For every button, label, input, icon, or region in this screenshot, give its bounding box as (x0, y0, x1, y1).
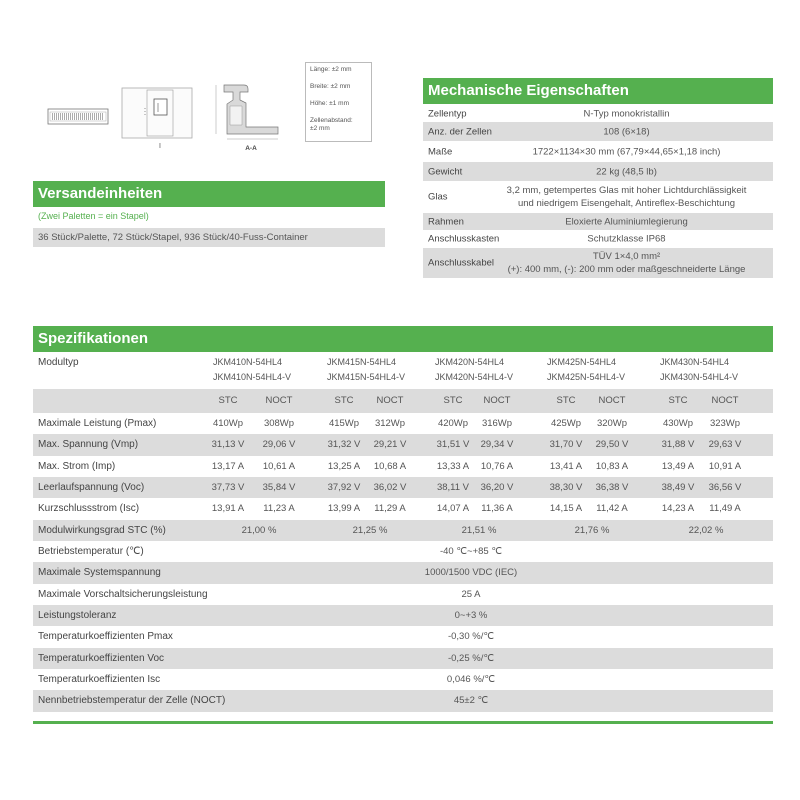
noct-header: NOCT (265, 395, 293, 406)
mech-row-label: Anschlusskabel (428, 257, 495, 269)
technical-drawings (0, 0, 300, 160)
tolerance-item (310, 100, 367, 108)
mech-row-label: Glas (428, 191, 448, 203)
tolerance-value: ±1 mm (329, 100, 349, 107)
mech-row-label: Rahmen (428, 216, 464, 227)
mech-row (423, 230, 773, 248)
detail-label: I (159, 143, 161, 150)
stc-value: 37,73 V (211, 482, 245, 494)
stc-value: 430Wp (662, 418, 694, 429)
mech-value-text-line2: (+): 400 mm, (-): 200 mm oder maßgeschneiderte Länge (507, 264, 746, 275)
stc-value: 13,91 A (211, 503, 245, 515)
stc-header: STC (668, 395, 688, 406)
model-name: JKM425N-54HL4 (547, 357, 617, 367)
model-column-header (435, 355, 513, 385)
tolerance-label: Länge: (310, 66, 330, 73)
mech-row (423, 162, 773, 181)
tolerance-item (310, 117, 367, 133)
stc-value: 13,25 A (327, 460, 361, 472)
mech-value-text: Eloxierte Aluminiumlegierung (565, 216, 688, 227)
spec-row-label: Max. Strom (Imp) (38, 460, 116, 472)
noct-value: 10,68 A (373, 460, 407, 472)
mech-value-text: TÜV 1×4,0 mm² (592, 251, 661, 262)
spec-row-efficiency (33, 520, 773, 541)
model-column-header (547, 355, 625, 385)
mech-row-value (480, 233, 773, 246)
stc-value: 13,33 A (436, 460, 470, 472)
spec-row-system-voltage (33, 562, 773, 583)
stc-value: 14,23 A (661, 503, 695, 515)
model-name: JKM415N-54HL4 (327, 357, 397, 367)
mech-value-text: N-Typ monokristallin (583, 108, 670, 120)
noct-header: NOCT (483, 395, 511, 406)
stc-header: STC (443, 395, 463, 406)
spec-row-label: Maximale Leistung (Pmax) (38, 418, 157, 429)
stc-value: 38,49 V (661, 482, 695, 494)
mech-value-text: 108 (6×18) (603, 126, 650, 137)
stc-value: 31,32 V (327, 439, 361, 451)
mech-row-value (480, 125, 773, 138)
mech-row-value (480, 145, 773, 158)
mech-value-text: 22 kg (48,5 lb) (596, 166, 657, 177)
model-column-header (327, 355, 405, 385)
stc-header: STC (556, 395, 576, 406)
model-name-v: JKM425N-54HL4-V (547, 372, 626, 382)
common-value: 25 A (461, 588, 481, 600)
mech-row (423, 248, 773, 278)
shipping-section-title: Versandeinheiten (33, 181, 385, 207)
noct-value: 29,50 V (595, 439, 629, 451)
spec-row-isc (33, 498, 773, 519)
noct-value: 36,38 V (595, 482, 629, 494)
spec-row-label: Temperaturkoeffizienten Voc (38, 652, 165, 664)
noct-value: 29,21 V (373, 439, 407, 451)
spec-row-fuse-rating (33, 584, 773, 605)
shipping-note: (Zwei Paletten = ein Stapel) (38, 211, 149, 221)
mech-row-value (480, 215, 773, 228)
efficiency-value: 21,00 % (241, 524, 277, 536)
spec-row-tc-isc (33, 669, 773, 690)
spec-row-label: Nennbetriebstemperatur der Zelle (NOCT) (38, 695, 226, 707)
spec-row-label: Max. Spannung (Vmp) (38, 439, 139, 451)
stc-value: 420Wp (437, 418, 469, 429)
efficiency-value: 22,02 % (688, 524, 724, 536)
mech-row-value (480, 250, 773, 276)
stc-value: 13,17 A (211, 460, 245, 472)
noct-value: 308Wp (263, 418, 295, 429)
tolerance-item (310, 66, 367, 74)
spec-row-tc-pmax (33, 626, 773, 647)
stc-header: STC (334, 395, 354, 406)
specs-section-title: Spezifikationen (33, 326, 773, 352)
model-name: JKM420N-54HL4 (435, 357, 505, 367)
mech-row-value (480, 184, 773, 210)
spec-row-label: Temperaturkoeffizienten Pmax (38, 631, 173, 643)
efficiency-value: 21,51 % (461, 524, 497, 536)
spec-row-voc (33, 477, 773, 498)
mech-row (423, 213, 773, 230)
stc-value: 415Wp (328, 418, 360, 429)
spec-row-label: Betriebstemperatur (℃) (38, 546, 144, 558)
tolerance-value: ±2 mm (310, 125, 330, 132)
stc-value: 38,11 V (436, 482, 470, 494)
mech-row (423, 106, 773, 122)
stc-value: 425Wp (550, 418, 582, 429)
shipping-value: 36 Stück/Palette, 72 Stück/Stapel, 936 Stück/40-Fuss-Container (33, 228, 385, 247)
tolerance-label: Zellenabstand: (310, 117, 353, 124)
noct-value: 29,06 V (262, 439, 296, 451)
stc-value: 13,99 A (327, 503, 361, 515)
bottom-divider (33, 721, 773, 724)
mech-row (423, 181, 773, 213)
stc-value: 14,07 A (436, 503, 470, 515)
noct-value: 10,83 A (595, 460, 629, 472)
common-value: 1000/1500 VDC (IEC) (424, 567, 518, 579)
module-rear-view-drawing (122, 88, 192, 150)
mech-row-value (480, 108, 773, 121)
spec-row-label: Kurzschlussstrom (Isc) (38, 503, 140, 515)
spec-row-tc-voc (33, 648, 773, 669)
spec-row-label: Leerlaufspannung (Voc) (38, 482, 145, 494)
mech-value-text: 1722×1134×30 mm (67,79×44,65×1,18 inch) (532, 146, 721, 157)
common-value: 45±2 ℃ (453, 695, 489, 707)
tolerance-value: ±2 mm (331, 66, 352, 73)
model-name-v: JKM415N-54HL4-V (327, 372, 406, 382)
tolerance-item (310, 83, 367, 91)
model-name-v: JKM420N-54HL4-V (435, 372, 514, 382)
stc-value: 31,51 V (436, 439, 470, 451)
condition-header-row (33, 389, 773, 413)
noct-header: NOCT (598, 395, 626, 406)
spec-row-label: Modulwirkungsgrad STC (%) (38, 524, 166, 536)
model-name: JKM410N-54HL4 (213, 357, 283, 367)
common-value: -40 ℃~+85 ℃ (439, 546, 502, 558)
stc-value: 13,49 A (661, 460, 695, 472)
spec-row-operating-temp (33, 541, 773, 562)
stc-value: 410Wp (212, 418, 244, 429)
stc-value: 31,13 V (211, 439, 245, 451)
cell-strip-drawing (48, 109, 108, 124)
model-row (33, 355, 773, 389)
stc-value: 13,41 A (549, 460, 583, 472)
model-name-v: JKM410N-54HL4-V (213, 372, 292, 382)
noct-value: 10,76 A (480, 460, 514, 472)
noct-header: NOCT (376, 395, 404, 406)
model-column-header (660, 355, 738, 385)
spec-row-label: Temperaturkoeffizienten Isc (38, 674, 161, 686)
noct-value: 323Wp (709, 418, 741, 429)
common-value: -0,25 %/℃ (447, 652, 495, 664)
noct-value: 320Wp (596, 418, 628, 429)
mech-row-label: Maße (428, 146, 453, 157)
noct-value: 11,23 A (263, 503, 295, 515)
spec-row-imp (33, 456, 773, 477)
stc-value: 38,30 V (549, 482, 583, 494)
noct-value: 36,56 V (708, 482, 742, 494)
stc-value: 14,15 A (549, 503, 583, 515)
spec-row-power-tolerance (33, 605, 773, 626)
section-label: A-A (245, 145, 257, 152)
mechanical-table (423, 106, 773, 278)
mech-row-value (480, 165, 773, 178)
tolerance-value: ±2 mm (330, 83, 351, 90)
tolerance-label: Höhe: (310, 100, 328, 107)
mech-row-label: Zellentyp (428, 108, 467, 120)
efficiency-value: 21,76 % (574, 524, 610, 536)
noct-value: 29,34 V (480, 439, 514, 451)
noct-value: 36,02 V (373, 482, 407, 494)
noct-value: 312Wp (374, 418, 406, 429)
spec-row-label: Maximale Vorschaltsicherungsleistung (38, 588, 208, 600)
efficiency-value: 21,25 % (352, 524, 388, 536)
mech-value-text-line2: und niedrigem Eisengehalt, Antireflex-Beschichtung (517, 198, 736, 209)
mech-value-text: Schutzklasse IP68 (587, 233, 666, 245)
mechanical-section-title: Mechanische Eigenschaften (423, 78, 773, 104)
mech-row-label: Anz. der Zellen (428, 126, 492, 137)
frame-profile-drawing (216, 85, 278, 152)
noct-value: 35,84 V (262, 482, 296, 494)
noct-value: 11,49 A (709, 503, 741, 515)
common-value: 0,046 %/℃ (446, 674, 496, 686)
specs-table (33, 355, 773, 712)
noct-value: 10,91 A (708, 460, 742, 472)
stc-header: STC (218, 395, 238, 406)
common-value: 0~+3 % (454, 610, 488, 622)
noct-value: 316Wp (481, 418, 513, 429)
spec-row-label: Maximale Systemspannung (38, 567, 161, 579)
mech-row-label: Anschlusskasten (428, 233, 500, 245)
stc-value: 31,70 V (549, 439, 583, 451)
stc-value: 31,88 V (661, 439, 695, 451)
noct-value: 11,29 A (374, 503, 406, 515)
noct-value: 10,61 A (262, 460, 296, 472)
common-value: -0,30 %/℃ (447, 631, 495, 643)
model-name: JKM430N-54HL4 (660, 357, 730, 367)
mech-row (423, 122, 773, 141)
noct-value: 11,42 A (596, 503, 628, 515)
spec-row-noct (33, 690, 773, 711)
stc-value: 37,92 V (327, 482, 361, 494)
model-column-header (213, 355, 291, 385)
tolerance-box (305, 62, 372, 142)
noct-value: 36,20 V (480, 482, 514, 494)
model-name-v: JKM430N-54HL4-V (660, 372, 739, 382)
noct-value: 11,36 A (481, 503, 513, 515)
tolerance-label: Breite: (310, 83, 329, 90)
spec-row-vmp (33, 434, 773, 455)
noct-value: 29,63 V (708, 439, 742, 451)
mech-row-label: Gewicht (428, 166, 463, 177)
mech-value-text: 3,2 mm, getempertes Glas mit hoher Lichtdurchlässigkeit (506, 185, 747, 196)
spec-row-pmax (33, 413, 773, 434)
noct-header: NOCT (711, 395, 739, 406)
spec-row-label: Modultyp (38, 357, 79, 368)
spec-row-label: Leistungstoleranz (38, 610, 117, 622)
mech-row (423, 141, 773, 162)
